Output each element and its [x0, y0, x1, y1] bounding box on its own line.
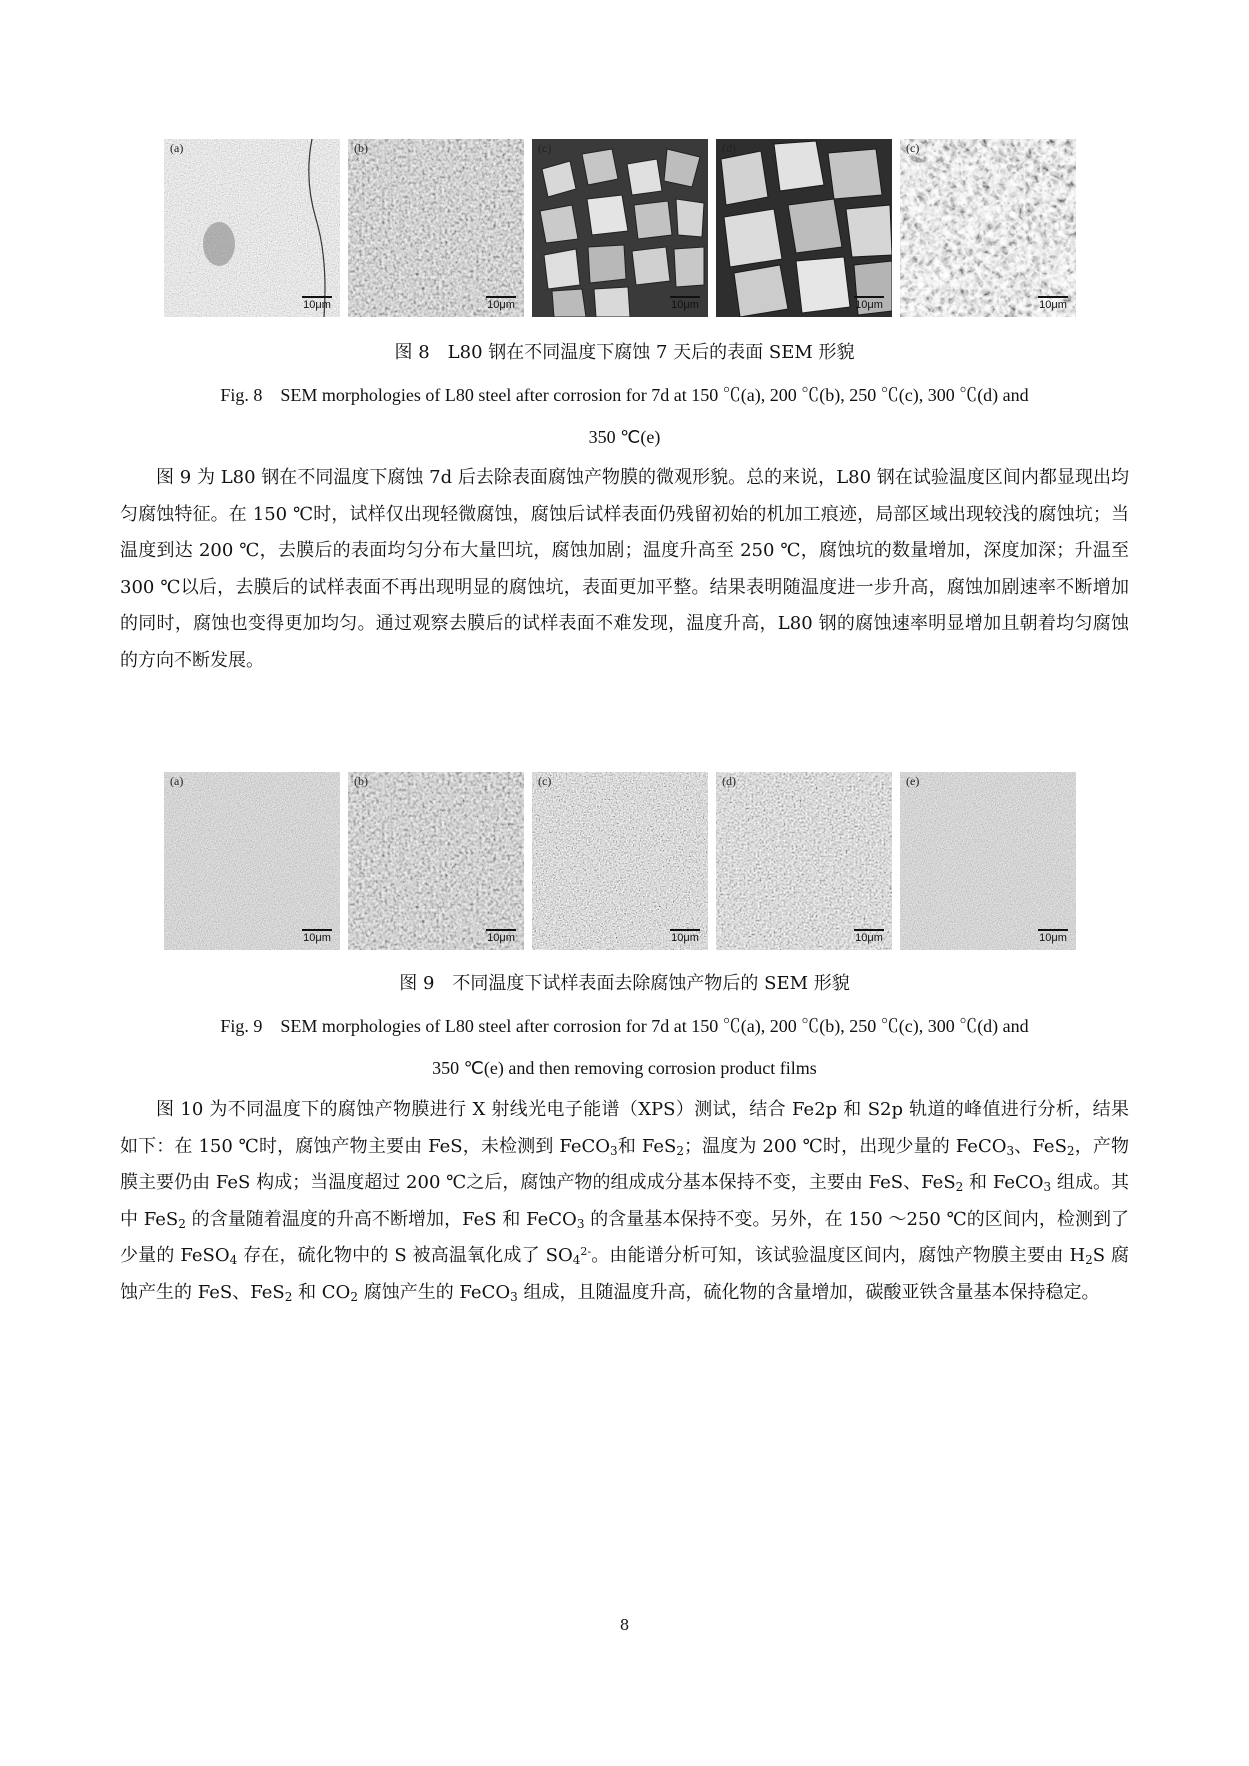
panel-label: (b): [354, 774, 368, 788]
panel-label: (a): [170, 141, 184, 155]
scale-bar: 10μm: [670, 296, 700, 311]
fig9-panel-b: [348, 772, 524, 950]
figure-8-caption-en: Fig. 8 SEM morphologies of L80 steel after corrosion for 7d at 150 ℃(a), 200 ℃(b), 250 ℃(c), 300 ℃(d) and: [220, 385, 1029, 405]
figure-9-caption-cn: 图 9 不同温度下试样表面去除腐蚀产物后的 SEM 形貌: [399, 973, 850, 994]
panel-label: (d): [722, 774, 736, 788]
figure-8-caption-cn: 图 8 L80 钢在不同温度下腐蚀 7 天后的表面 SEM 形貌: [394, 342, 855, 363]
fig8-panel-b: [348, 139, 524, 317]
fig9-panel-a: [164, 772, 340, 950]
scale-bar: 10μm: [1038, 296, 1068, 311]
fig8-panel-c: [532, 139, 708, 317]
scale-bar: 10μm: [486, 296, 516, 311]
scale-bar: 10μm: [302, 296, 332, 311]
figure-8-images: [164, 139, 1076, 317]
panel-label: (c): [538, 774, 552, 788]
panel-label: (e): [906, 774, 920, 788]
fig8-panel-e: [900, 139, 1076, 317]
panel-label: (c): [906, 141, 920, 155]
panel-label: (b): [354, 141, 368, 155]
fig9-panel-c: [532, 772, 708, 950]
scale-bar: 10μm: [854, 296, 884, 311]
figure-8-caption-en-cont: 350 ℃(e): [588, 427, 661, 447]
scale-bar: 10μm: [854, 929, 884, 944]
panel-label: (c): [538, 141, 552, 155]
panel-label: (a): [170, 774, 184, 788]
fig9-panel-e: [900, 772, 1076, 950]
figure-9-caption-en-cont: 350 ℃(e) and then removing corrosion product films: [432, 1058, 817, 1078]
scale-bar: 10μm: [1038, 929, 1068, 944]
fig9-panel-d: [716, 772, 892, 950]
figure-9-images: [164, 772, 1076, 950]
page-number: 8: [619, 1616, 630, 1634]
paragraph-fig9-discussion: 图 9 为 L80 钢在不同温度下腐蚀 7d 后去除表面腐蚀产物膜的微观形貌。总的来说，L80 钢在试验温度区间内都显现出均匀腐蚀特征。在 150 ℃时，试样仅出现轻微腐蚀，腐蚀后试样表面仍残留初始的机加工痕迹，局部区域出现较浅的腐蚀坑；当温度到达 200 ℃，去膜后的表面均匀分布大量凹坑，腐蚀加剧；温度升高至 250 ℃，腐蚀坑的数量增加，深度加深；升温至 300 ℃以后，去膜后的试样表面不再出现明显的腐蚀坑，表面更加平整。结果表明随温度进一步升高，腐蚀加剧速率不断增加的同时，腐蚀也变得更加均匀。通过观察去膜后的试样表面不难发现，温度升高，L80 钢的腐蚀速率明显增加且朝着均匀腐蚀的方向不断发展。: [120, 467, 1129, 671]
fig8-panel-a: [164, 139, 340, 317]
fig8-panel-d: [716, 139, 892, 317]
panel-label: (d): [722, 141, 736, 155]
scale-bar: 10μm: [486, 929, 516, 944]
paragraph-xps-analysis: 图 10 为不同温度下的腐蚀产物膜进行 X 射线光电子能谱（XPS）测试，结合 Fe2p 和 S2p 轨道的峰值进行分析，结果如下：在 150 ℃时，腐蚀产物主要由 FeS，未检测到 FeCO$_3$和 FeS$_2$；温度为 200 ℃时，出现少量的 FeCO$_3$、FeS$_2$，产物膜主要仍由 FeS 构成；当温度超过 200 ℃之后，腐蚀产物的组成成分基本保持不变，主要由 FeS、FeS$_2$ 和 FeCO$_3$ 组成。其中 FeS$_2$ 的含量随着温度的升高不断增加，FeS 和 FeCO$_3$ 的含量基本保持不变。另外，在 150 ～250 ℃的区间内，检测到了少量的 FeSO$_4$ 存在，硫化物中的 S 被高温氧化成了 $SO_4^{2-}$。由能谱分析可知，该试验温度区间内，腐蚀产物膜主要由 $H_2S$ 腐蚀产生的 FeS、FeS$_2$ 和 $CO_2$ 腐蚀产生的 FeCO$_3$ 组成，且随温度升高，硫化物的含量增加，碳酸亚铁含量基本保持稳定。: [120, 1099, 1129, 1304]
figure-9-caption-en: Fig. 9 SEM morphologies of L80 steel after corrosion for 7d at 150 ℃(a), 200 ℃(b), 250 ℃(c), 300 ℃(d) and: [220, 1016, 1029, 1036]
scale-bar: 10μm: [302, 929, 332, 944]
scale-bar: 10μm: [670, 929, 700, 944]
